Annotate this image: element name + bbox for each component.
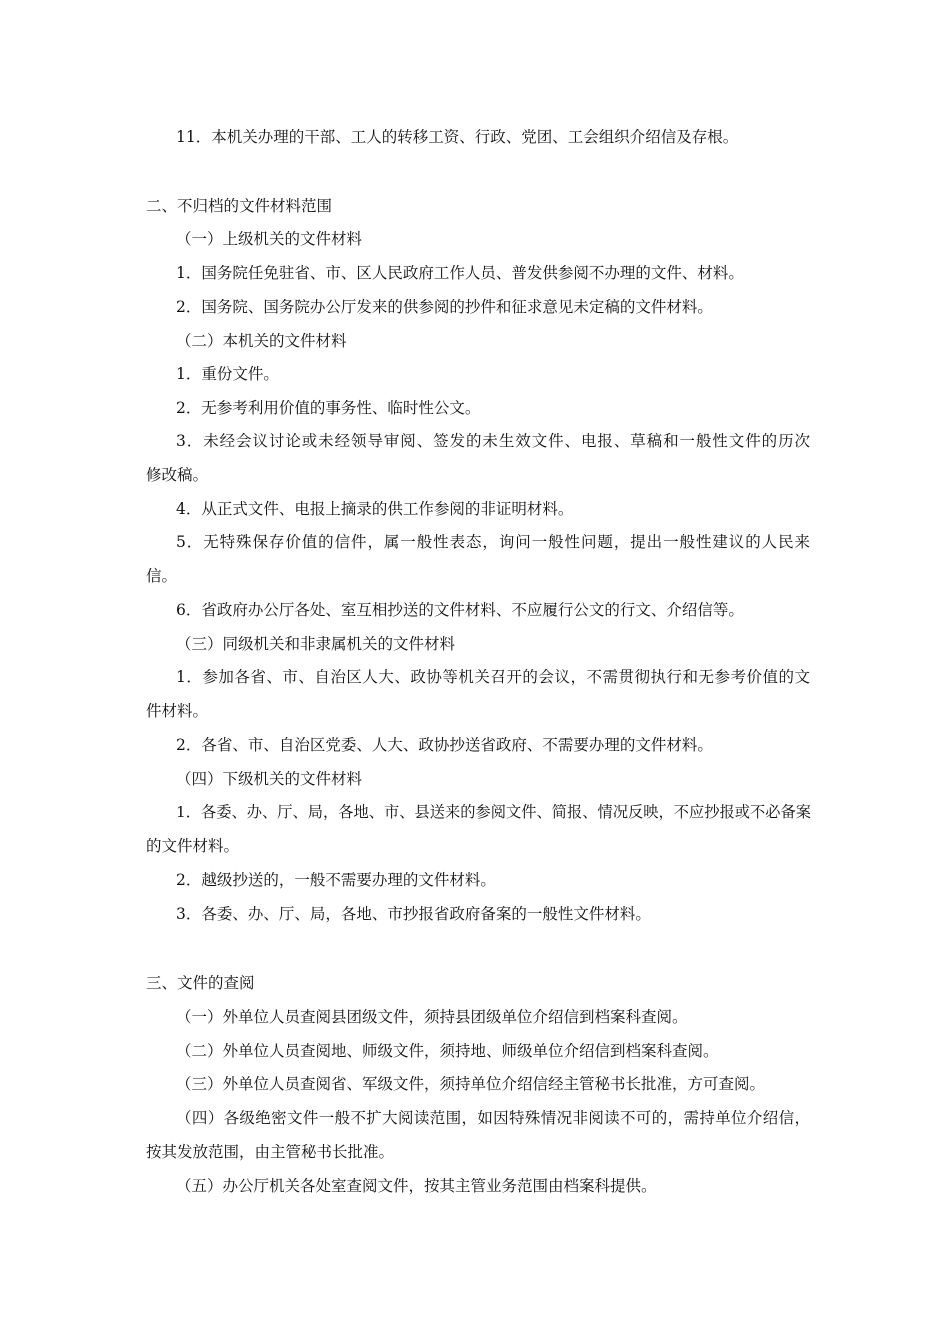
sub2-item-3: 3．未经会议讨论或未经领导审阅、签发的未生效文件、电报、草稿和一般性文件的历次 [176, 432, 810, 450]
sub3-item-1-cont: 件材料。 [146, 702, 209, 720]
s3-item-2: （二）外单位人员查阅地、师级文件，须持地、师级单位介绍信到档案科查阅。 [176, 1042, 719, 1060]
sub1-title: （一）上级机关的文件材料 [176, 230, 363, 248]
s3-item-4-cont: 按其发放范围，由主管秘书长批准。 [146, 1143, 395, 1161]
sub2-item-4: 4．从正式文件、电报上摘录的供工作参阅的非证明材料。 [176, 500, 574, 518]
item-11: 11．本机关办理的干部、工人的转移工资、行政、党团、工会组织介绍信及存根。 [176, 128, 739, 146]
sub4-item-2: 2．越级抄送的，一般不需要办理的文件材料。 [176, 871, 496, 889]
sub3-title: （三）同级机关和非隶属机关的文件材料 [176, 635, 456, 653]
s3-item-4: （四）各级绝密文件一般不扩大阅读范围，如因特殊情况非阅读不可的，需持单位介绍信， [176, 1109, 810, 1127]
sub3-item-1: 1．参加各省、市、自治区人大、政协等机关召开的会议，不需贯彻执行和无参考价值的文 [176, 668, 810, 686]
sub2-item-1: 1．重份文件。 [176, 365, 279, 383]
s3-item-3: （三）外单位人员查阅省、军级文件，须持单位介绍信经主管秘书长批准，方可查阅。 [176, 1075, 766, 1093]
s3-item-1: （一）外单位人员查阅县团级文件，须持县团级单位介绍信到档案科查阅。 [176, 1008, 688, 1026]
sub4-item-1-cont: 的文件材料。 [146, 837, 240, 855]
sub2-item-2: 2．无参考利用价值的事务性、临时性公文。 [176, 399, 481, 417]
sub2-item-5: 5．无特殊保存价值的信件，属一般性表态，询问一般性问题，提出一般性建议的人民来 [176, 533, 810, 551]
sub2-item-3-cont: 修改稿。 [146, 466, 209, 484]
sub3-item-2: 2．各省、市、自治区党委、人大、政协抄送省政府、不需要办理的文件材料。 [176, 736, 713, 754]
sub4-title: （四）下级机关的文件材料 [176, 770, 363, 788]
section-2-heading: 二、不归档的文件材料范围 [146, 197, 333, 215]
sub2-title: （二）本机关的文件材料 [176, 332, 347, 350]
sub2-item-6: 6．省政府办公厅各处、室互相抄送的文件材料、不应履行公文的行文、介绍信等。 [176, 601, 744, 619]
sub1-item-2: 2．国务院、国务院办公厅发来的供参阅的抄件和征求意见未定稿的文件材料。 [176, 298, 713, 316]
sub2-item-5-cont: 信。 [146, 567, 178, 585]
s3-item-5: （五）办公厅机关各处室查阅文件，按其主管业务范围由档案科提供。 [176, 1177, 657, 1195]
sub1-item-1: 1．国务院任免驻省、市、区人民政府工作人员、普发供参阅不办理的文件、材料。 [176, 264, 744, 282]
sub4-item-3: 3．各委、办、厅、局，各地、市抄报省政府备案的一般性文件材料。 [176, 905, 651, 923]
sub4-item-1: 1．各委、办、厅、局，各地、市、县送来的参阅文件、简报、情况反映，不应抄报或不必备案 [176, 803, 811, 821]
section-3-heading: 三、文件的查阅 [146, 974, 255, 992]
